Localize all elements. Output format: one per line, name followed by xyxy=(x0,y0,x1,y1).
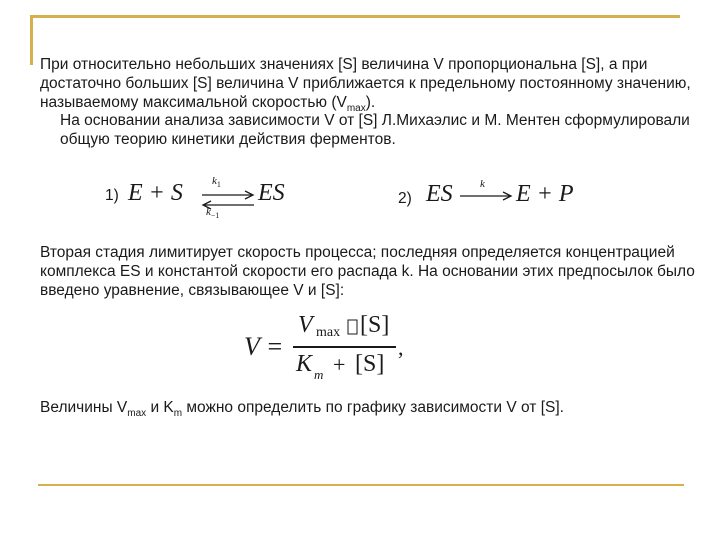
bottom-border-line xyxy=(38,484,684,486)
denominator-s: [S] xyxy=(355,351,385,377)
constants-text-b: и K xyxy=(146,399,174,416)
paragraph-intro-end: ). xyxy=(365,94,376,111)
reaction-1-label: 1) xyxy=(105,187,119,204)
constants-km-sub: m xyxy=(173,408,183,420)
constants-text-a: Величины V xyxy=(40,399,128,416)
reaction-2-right-term: E + P xyxy=(516,181,574,207)
k-label: k xyxy=(480,178,485,190)
multiply-placeholder-icon xyxy=(346,317,360,337)
constants-text-c: можно определить по графику зависимости V от [S]. xyxy=(182,399,564,416)
paragraph-theory xyxy=(40,111,720,149)
paragraph-intro xyxy=(40,55,700,118)
paragraph-theory-text: На основании анализа зависимости V от [S] Л.Михаэлис и М. Ментен сформулировали общую теорию кинетики действия ферментов. xyxy=(60,112,690,148)
paragraph-second-stage xyxy=(40,243,700,300)
reaction-2-label: 2) xyxy=(398,190,412,207)
denominator-sub: m xyxy=(314,367,324,382)
fraction-bar xyxy=(293,346,396,348)
reaction-1-right-term: ES xyxy=(258,180,285,206)
equation-lhs: V = xyxy=(244,332,284,361)
paragraph-constants xyxy=(40,398,700,423)
paragraph-intro-text: При относительно небольших значениях [S] величина V пропорциональна [S], а при достаточно больших [S] величина V приближается к предельному постоянному значению, называемому максимальной скоростью (V xyxy=(40,56,691,111)
k-minus1-label: $k_{-1}$ xyxy=(206,206,220,221)
constants-vmax-sub: max xyxy=(127,408,147,420)
denominator-plus: + xyxy=(333,352,346,377)
denominator-k: K xyxy=(296,351,313,377)
numerator-v: V xyxy=(298,312,313,338)
equation-comma: , xyxy=(398,335,404,360)
numerator-s: [S] xyxy=(360,312,390,338)
paragraph-second-stage-text: Вторая стадия лимитирует скорость процесса; последняя определяется концентрацией комплекса ES и константой скорости его распада k. На основании этих предпосылок было введено уравнение, связывающее V и [S]: xyxy=(40,244,695,299)
left-border-line xyxy=(30,15,33,65)
top-border-line xyxy=(30,15,680,18)
vmax-subscript: max xyxy=(346,103,366,115)
k1-label: $k_1$ xyxy=(212,175,221,190)
reaction-1-left-term: E + S xyxy=(128,180,183,206)
numerator-sub: max xyxy=(316,325,341,340)
reaction-2-left-term: ES xyxy=(426,181,453,207)
forward-arrow-icon xyxy=(458,186,514,206)
